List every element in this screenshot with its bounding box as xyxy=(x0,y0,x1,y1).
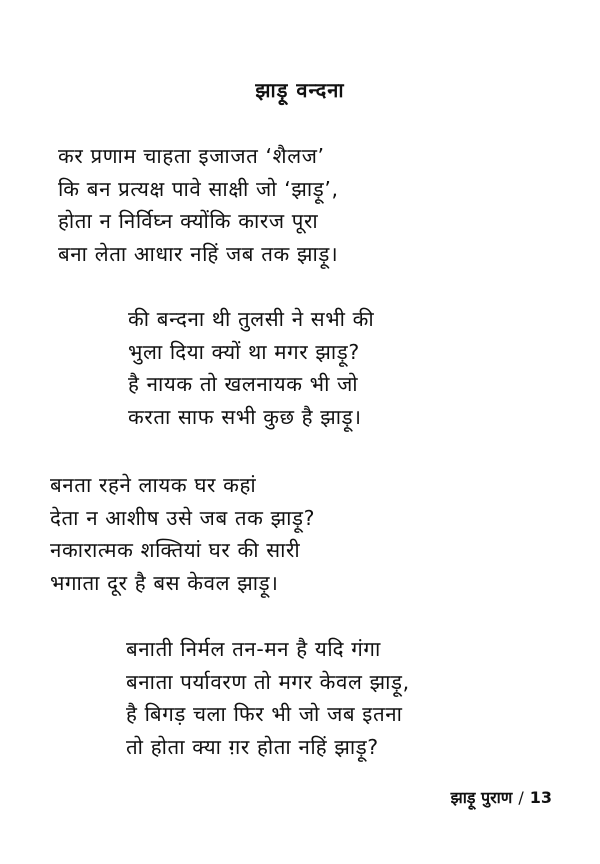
page-title: झाड़ू वन्दना xyxy=(255,78,345,102)
footer-book-title: झाड़ू पुराण xyxy=(450,788,513,807)
verse-line: कर प्रणाम चाहता इजाजत ‘शैलज’ xyxy=(58,144,325,168)
verse-line: है नायक तो खलनायक भी जो xyxy=(128,372,359,396)
verse-line: कि बन प्रत्यक्ष पावे साक्षी जो ‘झाड़ू’, xyxy=(58,176,339,201)
verse-line: होता न निर्विघ्न क्योंकि कारज पूरा xyxy=(58,209,319,233)
verse-line: देता न आशीष उसे जब तक झाड़ू? xyxy=(50,505,316,530)
verse-line: करता साफ सभी कुछ है झाड़ू। xyxy=(128,404,362,429)
page-footer xyxy=(451,786,552,808)
stanza-1 xyxy=(58,140,339,270)
verse-line: है बिगड़ चला फिर भी जो जब इतना xyxy=(126,702,403,726)
verse-line: की बन्दना थी तुलसी ने सभी की xyxy=(128,307,375,331)
verse-line: भुला दिया क्यों था मगर झाड़ू? xyxy=(128,339,360,364)
footer-separator: / xyxy=(518,788,524,807)
verse-line: नकारात्मक शक्तियां घर की सारी xyxy=(50,538,301,562)
stanza-4 xyxy=(126,633,410,763)
stanza-3 xyxy=(50,469,315,599)
stanza-2 xyxy=(128,303,374,433)
verse-line: तो होता क्या ग़र होता नहिं झाड़ू? xyxy=(126,734,379,759)
verse-line: बनता रहने लायक घर कहां xyxy=(50,473,257,497)
page-number: 13 xyxy=(529,788,552,807)
verse-line: भगाता दूर है बस केवल झाड़ू। xyxy=(50,570,279,595)
verse-line: बनाता पर्यावरण तो मगर केवल झाड़ू, xyxy=(126,669,410,694)
verse-line: बनाती निर्मल तन-मन है यदि गंगा xyxy=(126,637,381,661)
verse-line: बना लेता आधार नहिं जब तक झाड़ू। xyxy=(58,241,339,266)
